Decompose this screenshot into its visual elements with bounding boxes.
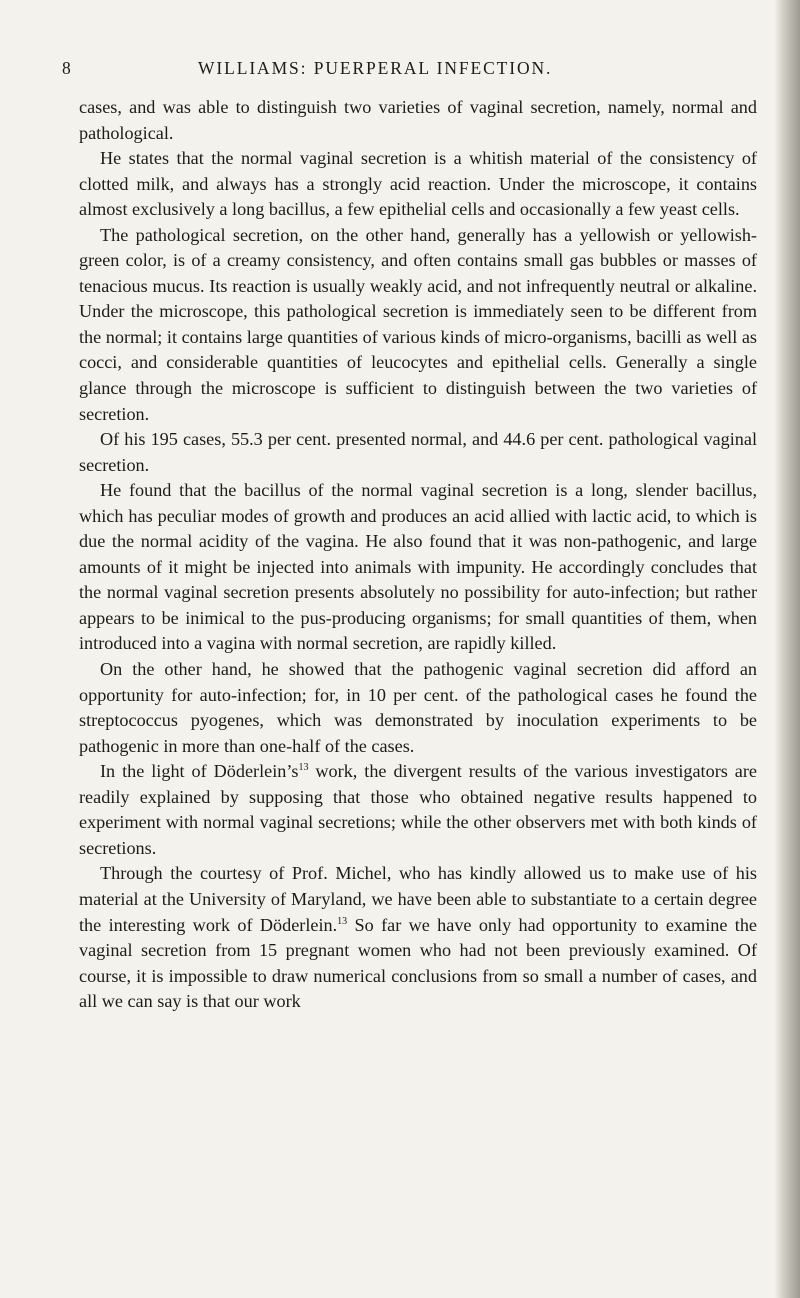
- paragraph-8: [79, 861, 757, 1014]
- paragraph-8-text-a: Through the courtesy of Prof. Michel, who has kindly allowed us to make use of his material at the University of Maryland, we have been able to substantiate to a certain degree the interesting work of Döderlein.: [79, 863, 757, 935]
- reference-marker: 13: [298, 762, 309, 774]
- paragraph-2: He states that the normal vaginal secretion is a whitish material of the consistency of clotted milk, and always has a strongly acid reaction. Under the microscope, it contains almost exclusively a long bacillus, a few epithelial cells and occasionally a few yeast cells.: [79, 148, 757, 220]
- page-number: 8: [62, 58, 72, 78]
- body-text: [79, 95, 757, 1015]
- paragraph-3: The pathological secretion, on the other hand, generally has a yellowish or yellowish-green color, is of a creamy consistency, and often contains small gas bubbles or masses of tenacious mucus. Its reaction is usually weakly acid, and not infrequently neutral or alkaline. Under the microscope, this pathological secretion is immediately seen to be different from the normal; it contains large quantities of various kinds of micro-organisms, bacilli as well as cocci, and considerable quantities of leucocytes and epithelial cells. Generally a single glance through the microscope is sufficient to distinguish between the two varieties of secretion.: [79, 224, 757, 424]
- running-head: WILLIAMS: PUERPERAL INFECTION.: [198, 58, 553, 78]
- paragraph-1: cases, and was able to distinguish two varieties of vaginal secretion, namely, normal and pathological.: [79, 97, 757, 143]
- paragraph-7-text-a: In the light of Döderlein’s: [100, 761, 299, 782]
- paragraph-4: Of his 195 cases, 55.3 per cent. presented normal, and 44.6 per cent. pathological vaginal secretion.: [79, 429, 757, 475]
- paragraph-6: On the other hand, he showed that the pathogenic vaginal secretion did afford an opportunity for auto-infection; for, in 10 per cent. of the pathological cases he found the streptococcus pyogenes, which was demonstrated by inoculation experiments to be pathogenic in more than one-half of the cases.: [79, 659, 757, 756]
- paragraph-7: [79, 759, 757, 861]
- page-edge-shadow: [774, 0, 800, 1298]
- paragraph-5: He found that the bacillus of the normal vaginal secretion is a long, slender bacillus, which has peculiar modes of growth and produces an acid allied with lactic acid, to which is due the normal acidity of the vagina. He also found that it was non-pathogenic, and large amounts of it might be injected into animals with impunity. He accordingly concludes that the normal vaginal secretion presents absolutely no possibility for auto-infection; but rather appears to be inimical to the pus-producing organisms; for small quantities of them, when introduced into a vagina with normal secretion, are rapidly killed.: [79, 480, 757, 654]
- reference-marker: 13: [337, 915, 348, 927]
- paragraph-8-text-b: So far we have only had opportunity to examine the vaginal secretion from 15 pregnant women who had not been previously examined. Of course, it is impossible to draw numerical conclusions from so small a number of cases, and all we can say is that our work: [79, 914, 757, 1012]
- paragraph-7-text-b: work, the divergent results of the various investigators are readily explained by supposing that those who obtained negative results happened to experiment with normal vaginal secretions; while the other observers met with both kinds of secretions.: [79, 761, 757, 858]
